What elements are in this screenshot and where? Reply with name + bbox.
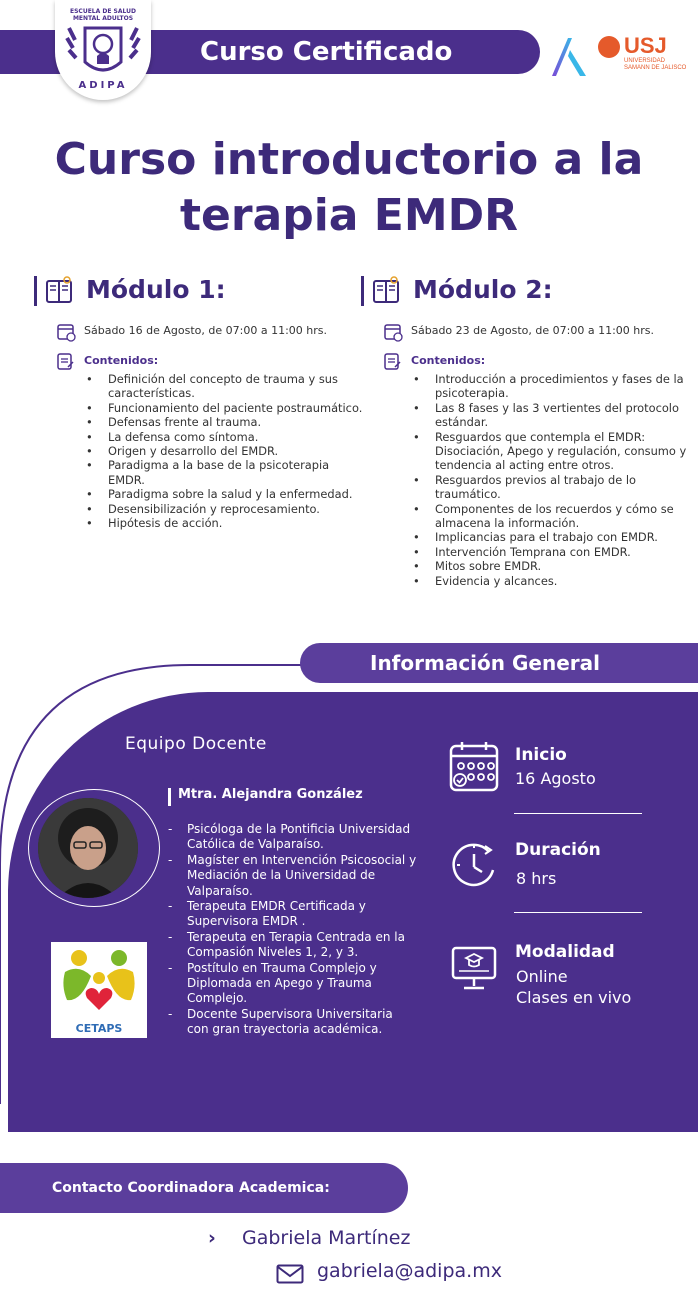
team-title: Equipo Docente — [125, 734, 267, 754]
list-item: • Las 8 fases y las 3 vertientes del protocolo estándar. — [411, 401, 691, 430]
online-class-icon — [451, 944, 497, 992]
module-header — [34, 272, 364, 308]
contact-heading: Contacto Coordinadora Academica: — [52, 1180, 330, 1196]
list-item: • Origen y desarrollo del EMDR. — [84, 444, 364, 458]
module-contents-label: Contenidos: — [411, 354, 486, 367]
list-item: • Paradigma sobre la salud y la enfermedad. — [84, 487, 364, 501]
mode-value-online: Online — [516, 967, 568, 986]
header-title: Curso Certificado — [200, 37, 453, 67]
mode-value-live: Clases en vivo — [516, 988, 632, 1007]
teacher-accent-bar — [168, 788, 171, 806]
teacher-photo-icon — [38, 798, 138, 898]
adipa-logo — [55, 0, 151, 108]
list-item: • Implicancias para el trabajo con EMDR. — [411, 530, 691, 544]
list-item: • Resguardos que contempla el EMDR: Disociación, Apego y regulación, consumo y tendencia al acting entre otros. — [411, 430, 691, 473]
module-accent-bar — [361, 276, 364, 306]
cetaps-label: CETAPS — [75, 1022, 123, 1035]
usj-name: USJ — [624, 33, 667, 58]
module-date-row — [361, 322, 691, 342]
contact-name: Gabriela Martínez — [242, 1227, 411, 1249]
module-contents-label: Contenidos: — [84, 354, 159, 367]
module-title: Módulo 2: — [413, 275, 553, 304]
module-2 — [361, 272, 691, 588]
contact-email-link[interactable]: gabriela@adipa.mx — [317, 1260, 502, 1282]
list-item: - Terapeuta EMDR Certificada y Supervisora EMDR . — [168, 899, 418, 930]
list-item: • Funcionamiento del paciente postraumático. — [84, 401, 364, 415]
module-date-row — [34, 322, 364, 342]
module-title: Módulo 1: — [86, 275, 226, 304]
start-value: 16 Agosto — [515, 769, 596, 788]
logo-top-text: ESCUELA DE SALUD MENTAL ADULTOS — [70, 8, 136, 22]
list-item: • Paradigma a la base de la psicoterapia EMDR. — [84, 458, 364, 487]
list-item: • Mitos sobre EMDR. — [411, 559, 691, 573]
list-item: - Docente Supervisora Universitaria con gran trayectoria académica. — [168, 1007, 418, 1038]
calendar-icon — [383, 322, 403, 342]
cetaps-figures-icon — [51, 942, 147, 1022]
document-icon — [56, 352, 76, 372]
module-1 — [34, 272, 364, 530]
list-item: • Hipótesis de acción. — [84, 516, 364, 530]
list-item: - Magíster en Intervención Psicosocial y Mediación de la Universidad de Valparaíso. — [168, 853, 418, 899]
usj-emblem-icon — [598, 36, 620, 58]
list-item: • Definición del concepto de trauma y sus características. — [84, 372, 364, 401]
module-accent-bar — [34, 276, 37, 306]
module-date: Sábado 16 de Agosto, de 07:00 a 11:00 hrs. — [84, 324, 327, 337]
divider — [514, 912, 642, 913]
info-tab-title: Información General — [370, 651, 600, 675]
course-title-line-2: terapia EMDR — [179, 190, 519, 241]
chevron-right-icon: › — [208, 1227, 216, 1249]
list-item: - Terapeuta en Terapia Centrada en la Compasión Niveles 1, 2, y 3. — [168, 930, 418, 961]
module-contents-list — [84, 372, 364, 530]
duration-label: Duración — [515, 840, 601, 860]
module-contents-list — [411, 372, 691, 588]
duration-value: 8 hrs — [516, 869, 557, 888]
cetaps-logo — [51, 942, 147, 1038]
list-item: • Evidencia y alcances. — [411, 574, 691, 588]
list-item: • Componentes de los recuerdos y cómo se almacena la información. — [411, 502, 691, 531]
list-item: • Introducción a procedimientos y fases de la psicoterapia. — [411, 372, 691, 401]
mode-label: Modalidad — [515, 942, 615, 962]
module-date: Sábado 23 de Agosto, de 07:00 a 11:00 hrs. — [411, 324, 654, 337]
head-icon — [63, 22, 143, 80]
usj-subtitle: UNIVERSIDAD SAMANN DE JALISCO — [624, 58, 687, 71]
list-item: • Defensas frente al trauma. — [84, 415, 364, 429]
clock-icon — [449, 840, 499, 890]
teacher-credentials — [168, 822, 418, 1038]
course-title — [0, 132, 698, 244]
list-item: • La defensa como síntoma. — [84, 430, 364, 444]
calendar-icon — [449, 740, 499, 792]
list-item: • Intervención Temprana con EMDR. — [411, 545, 691, 559]
module-contents-row — [34, 352, 364, 370]
divider — [514, 813, 642, 814]
list-item: - Psicóloga de la Pontificia Universidad Católica de Valparaíso. — [168, 822, 418, 853]
list-item: • Resguardos previos al trabajo de lo traumático. — [411, 473, 691, 502]
list-item: - Postítulo en Trauma Complejo y Diplomada en Apego y Trauma Complejo. — [168, 961, 418, 1007]
calendar-icon — [56, 322, 76, 342]
mail-icon — [276, 1264, 304, 1284]
module-contents-row — [361, 352, 691, 370]
usj-logo — [598, 34, 688, 78]
avatar — [38, 798, 138, 898]
document-icon — [383, 352, 403, 372]
teacher-name: Mtra. Alejandra González — [178, 787, 363, 802]
start-label: Inicio — [515, 745, 567, 765]
book-icon — [371, 276, 401, 306]
a-brand-icon — [548, 34, 590, 78]
book-icon — [44, 276, 74, 306]
course-title-line-1: Curso introductorio a la — [54, 134, 644, 185]
module-header — [361, 272, 691, 308]
logo-word: ADIPA — [78, 80, 128, 91]
list-item: • Desensibilización y reprocesamiento. — [84, 502, 364, 516]
